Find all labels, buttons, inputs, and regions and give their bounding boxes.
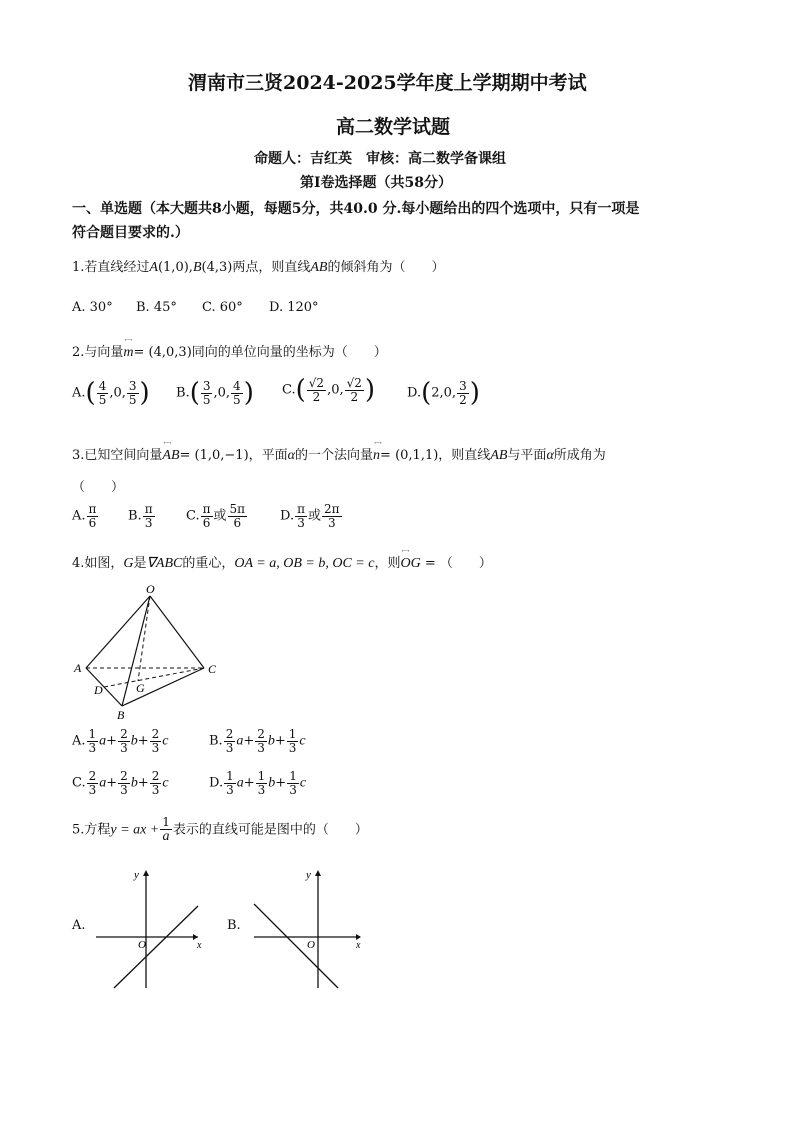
- q3c-num1: π: [202, 502, 211, 516]
- q5-suffix: 表示的直线可能是图中的（ ）: [172, 822, 368, 838]
- label-d: D: [94, 683, 103, 697]
- question-2: [72, 341, 387, 361]
- q3-option-a: [72, 503, 99, 529]
- q3c-den2: 6: [233, 515, 242, 530]
- q4c-d3: 3: [151, 782, 160, 797]
- q2d-den: 2: [459, 392, 467, 407]
- q3-line: AB: [490, 448, 508, 463]
- q4a-label: A.: [72, 733, 86, 749]
- q2b-den1: 5: [202, 392, 211, 407]
- q4a-d2: 3: [120, 740, 128, 755]
- q4c-vc: c: [162, 775, 169, 791]
- q2b-num2: 4: [233, 379, 241, 393]
- exam-subtitle: 高二数学试题: [336, 116, 451, 138]
- axis-label-y: y: [134, 869, 139, 881]
- q1-end: 的倾斜角为（ ）: [327, 260, 445, 275]
- q3-opt-a-label: A.: [72, 508, 86, 524]
- q5-num: 1: [162, 815, 170, 829]
- q3-paren: （ ）: [72, 480, 125, 495]
- q4d-vc: c: [299, 775, 307, 791]
- q4a-va: a: [99, 733, 107, 749]
- q4b-vb: b: [267, 733, 275, 749]
- y-arrow: [315, 870, 321, 876]
- q4a-p2: +: [137, 733, 149, 749]
- q4c-p1: +: [106, 775, 118, 791]
- axis-label-y: y: [306, 869, 311, 881]
- q2c-zero: 0: [331, 382, 340, 398]
- q4-vector-og: ←→ OG: [400, 556, 420, 572]
- label-a: A: [74, 661, 82, 675]
- q4c-d1: 3: [88, 782, 97, 797]
- q3-mid3: ，则直线: [438, 448, 491, 463]
- q4b-va: a: [236, 733, 244, 749]
- edge-oc: [150, 596, 204, 668]
- q3c-or: 或: [213, 508, 227, 524]
- q4a-d1: 3: [88, 740, 97, 755]
- q4-option-b: [209, 728, 306, 754]
- q1-option-a: A. 30°: [72, 300, 113, 315]
- q4d-p1: +: [243, 775, 255, 791]
- q2a-den2: 5: [128, 392, 137, 407]
- volume-heading: 第Ⅰ卷选择题（共58分）: [300, 175, 453, 191]
- q3-option-d: [280, 503, 343, 529]
- q2-eq: = (4,0,3): [133, 345, 192, 360]
- exam-authors: 命题人：吉红英 审核：高二数学备课组: [254, 151, 506, 167]
- origin-label: O: [307, 939, 315, 951]
- q4d-vb: b: [268, 775, 276, 791]
- q5-option-b-label: B.: [227, 918, 241, 933]
- q5-option-a-label: A.: [72, 918, 86, 933]
- q4d-label: D.: [209, 775, 224, 791]
- q3b-num: π: [144, 502, 153, 516]
- q4-mid: 是: [133, 556, 147, 571]
- q4d-p2: +: [275, 775, 287, 791]
- q3-prefix: 3.已知空间向量: [72, 448, 163, 463]
- graph-line-a: [114, 906, 198, 988]
- q5-den: a: [162, 828, 170, 844]
- q3-end: 所成角为: [553, 448, 606, 463]
- q4-end: = （ ）: [420, 556, 492, 571]
- q3d-den2: 3: [327, 515, 336, 530]
- q4c-n2: 2: [120, 769, 128, 783]
- q4d-d1: 3: [226, 782, 234, 797]
- q3-vector-ab: ←→ AB: [162, 448, 179, 464]
- q4b-vc: c: [299, 733, 306, 749]
- q1-line: AB: [310, 260, 328, 275]
- q2a-num2: 3: [128, 379, 137, 393]
- q3d-num2: 2π: [324, 502, 340, 516]
- q2-option-a: A.( $\frac{4}{5}$ ,0, $\frac{3}{5}$ ): [72, 378, 150, 409]
- question-1: [72, 256, 444, 276]
- q5-eq: y = ax +: [110, 822, 160, 838]
- q3c-den1: 6: [202, 515, 211, 530]
- label-o: O: [146, 582, 155, 596]
- q2d-first: 2,0,: [431, 385, 457, 401]
- q4-g: G: [123, 556, 134, 571]
- q3-option-c: [186, 503, 248, 529]
- q2-suffix: 同向的单位向量的坐标为（ ）: [191, 345, 387, 360]
- q1-option-b: B. 45°: [136, 300, 177, 315]
- q4b-n2: 2: [257, 727, 265, 741]
- q2-opt-a-label: A.: [72, 385, 86, 401]
- label-b: B: [117, 708, 125, 722]
- q4b-n3: 1: [288, 727, 297, 741]
- question-3: [72, 444, 606, 464]
- q1-sep: ,: [188, 260, 193, 275]
- q5-graph-a: [94, 866, 206, 990]
- q4b-p1: +: [243, 733, 255, 749]
- q4-option-c: [72, 770, 169, 796]
- label-g: G: [136, 681, 145, 695]
- q4d-n2: 1: [257, 769, 266, 783]
- q2-option-b: B.( $\frac{3}{5}$ ,0, $\frac{4}{5}$ ): [176, 378, 254, 409]
- q1-point-b: B: [192, 260, 202, 275]
- q3-mid4: 与平面: [507, 448, 547, 463]
- q4-mid2: 的重心，: [182, 556, 235, 571]
- q4d-n3: 1: [289, 769, 297, 783]
- q3-opt-c-label: C.: [186, 508, 200, 524]
- q4a-vc: c: [162, 733, 169, 749]
- q2a-den1: 5: [98, 392, 107, 407]
- q4b-label: B.: [209, 733, 223, 749]
- q2-opt-b-label: B.: [176, 385, 190, 401]
- q3d-num1: π: [297, 502, 305, 516]
- q2b-zero: 0: [217, 385, 226, 401]
- q2-vector-m: ←→ m: [123, 345, 133, 361]
- axis-label-x: x: [356, 940, 361, 951]
- q4a-n1: 1: [88, 727, 97, 741]
- question-4: [72, 552, 492, 572]
- q4c-label: C.: [72, 775, 86, 791]
- q2-option-c: C.( $\frac{√2}{2}$ ,0, $\frac{√2}{2}$ ): [282, 375, 376, 406]
- tetrahedron-diagram: [72, 582, 232, 722]
- q3d-den1: 3: [297, 515, 305, 530]
- q1-option-c: C. 60°: [202, 300, 243, 315]
- q2a-zero: 0: [113, 385, 122, 401]
- q3-eq-n: = (0,1,1): [380, 448, 439, 463]
- q1-coords-b: (4,3): [201, 260, 233, 275]
- q4-prefix: 4.如图，: [72, 556, 124, 571]
- edge-bc: [122, 668, 204, 706]
- q4a-n3: 2: [151, 727, 160, 741]
- q3-mid: ，平面: [248, 448, 288, 463]
- median-dc-dashed: [104, 668, 204, 687]
- q2c-den2: 2: [350, 389, 359, 404]
- q4c-d2: 3: [120, 782, 128, 797]
- section1-line2: 符合题目要求的.）: [72, 225, 189, 241]
- q3-eq-ab: = (1,0,−1): [179, 448, 249, 463]
- q3a-den: 6: [88, 515, 97, 530]
- q3c-num2: 5π: [229, 502, 246, 516]
- q4-option-a: [72, 728, 168, 754]
- label-c: C: [208, 662, 217, 676]
- q4c-vb: b: [130, 775, 138, 791]
- q5-prefix: 5.方程: [72, 822, 111, 838]
- q2-opt-c-label: C.: [282, 382, 296, 398]
- q4c-p2: +: [137, 775, 149, 791]
- q1-point-a: A: [149, 260, 158, 275]
- q3-option-b: [128, 503, 156, 529]
- q4c-n1: 2: [88, 769, 97, 783]
- q3b-den: 3: [144, 515, 153, 530]
- graph-line-b: [254, 904, 338, 988]
- q4d-n1: 1: [226, 769, 234, 783]
- q3d-or: 或: [307, 508, 321, 524]
- q2b-den2: 5: [233, 392, 241, 407]
- q2-opt-d-label: D.: [407, 385, 422, 401]
- q4d-d3: 3: [289, 782, 297, 797]
- q4a-d3: 3: [151, 740, 160, 755]
- q1-option-d: D. 120°: [269, 300, 319, 315]
- exam-title: 渭南市三贤2024-2025学年度上学期期中考试: [188, 72, 587, 94]
- q4a-vb: b: [130, 733, 138, 749]
- q1-prefix: 1.若直线经过: [72, 260, 150, 275]
- q2-option-d: D.(2,0, $\frac{3}{2}$ ): [407, 378, 480, 409]
- q4b-n1: 2: [225, 727, 234, 741]
- q2b-num1: 3: [202, 379, 211, 393]
- y-arrow: [143, 870, 149, 876]
- section1-line1: 一、单选题（本大题共8小题，每题5分，共40.0 分.每小题给出的四个选项中，只有一项是: [72, 201, 640, 217]
- q1-coords-a: (1,0): [157, 260, 189, 275]
- q4-then: ，则: [374, 556, 401, 571]
- q3-alpha: α: [287, 448, 296, 463]
- q3-mid2: 的一个法向量: [295, 448, 374, 463]
- q2c-den1: 2: [312, 389, 321, 404]
- q3a-num: π: [88, 502, 97, 516]
- q4a-n2: 2: [120, 727, 128, 741]
- q2c-num2: √2: [346, 376, 362, 390]
- q4-vectors: OA = a, OB = b, OC = c: [234, 556, 375, 571]
- q4b-p2: +: [274, 733, 286, 749]
- q2-prefix: 2.与向量: [72, 345, 124, 360]
- q3-alpha-2: α: [546, 448, 554, 463]
- q4b-d2: 3: [257, 740, 265, 755]
- q4-option-d: [209, 770, 306, 796]
- q2d-num: 3: [459, 379, 467, 393]
- q4c-va: a: [99, 775, 107, 791]
- q2a-num1: 4: [98, 379, 107, 393]
- q5-graph-b: [250, 866, 366, 990]
- q3-opt-d-label: D.: [280, 508, 295, 524]
- q4b-d1: 3: [225, 740, 234, 755]
- origin-label: O: [138, 939, 146, 951]
- question-5: [72, 816, 368, 844]
- q4b-d3: 3: [288, 740, 297, 755]
- q3-opt-b-label: B.: [128, 508, 142, 524]
- q4a-p1: +: [106, 733, 118, 749]
- q4-triangle: ∇ABC: [146, 556, 183, 571]
- q4d-d2: 3: [257, 782, 266, 797]
- q2c-num1: √2: [308, 376, 325, 390]
- q4c-n3: 2: [151, 769, 160, 783]
- q3-vector-n: ←→ n: [373, 448, 380, 464]
- axis-label-x: x: [197, 940, 202, 951]
- q4d-va: a: [236, 775, 244, 791]
- q1-suffix: 两点，则直线: [232, 260, 311, 275]
